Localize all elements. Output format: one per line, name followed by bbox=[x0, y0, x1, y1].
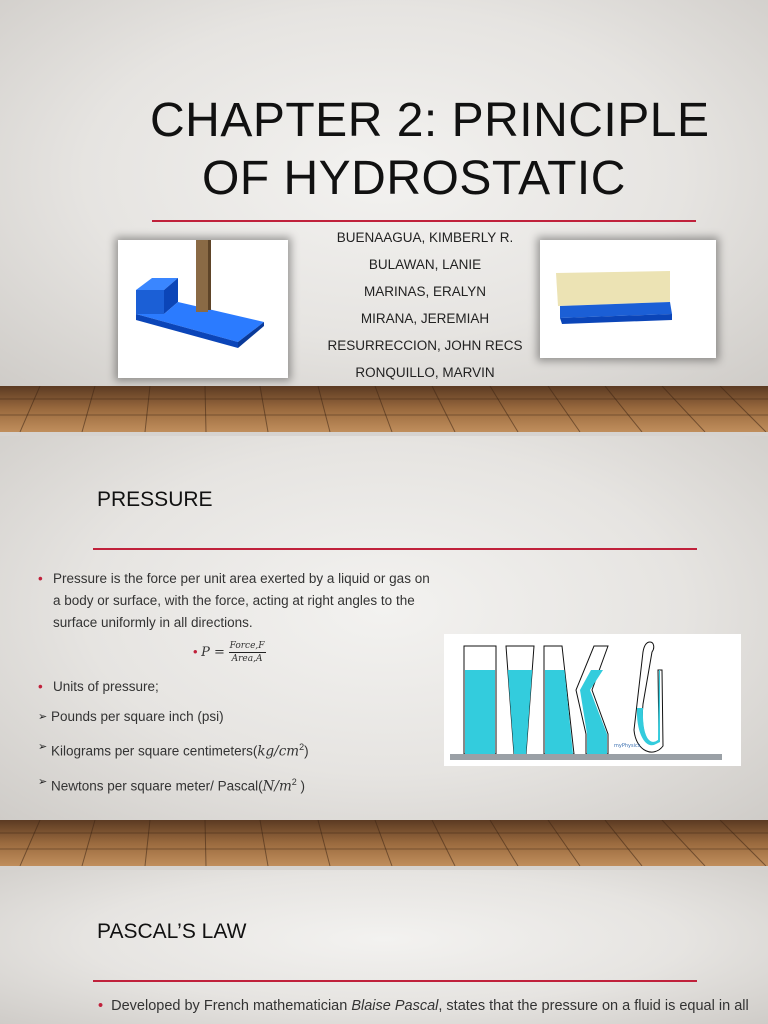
block-figure-right bbox=[540, 240, 716, 358]
block-with-post-illustration bbox=[118, 240, 288, 378]
title-divider bbox=[152, 220, 696, 222]
figure-watermark: myPhysics bbox=[614, 743, 641, 749]
author-name: BUENAAGUA, KIMBERLY R. bbox=[336, 230, 514, 245]
definition-bullet: • Pressure is the force per unit area exerted by a liquid or gas on a body or surface, with the force, acting at right angles to the surface uniformly in all directions. bbox=[38, 568, 438, 634]
units-bullet: • Units of pressure; bbox=[38, 676, 438, 698]
wood-floor-texture bbox=[0, 820, 768, 866]
unit-item: ➢ Newtons per square meter/ $Pascal(N/m^2$ ) bbox=[38, 771, 438, 798]
stacked-blocks-illustration bbox=[540, 240, 716, 358]
pressure-divider bbox=[93, 548, 697, 550]
unit-item: ➢ Kilograms per square $centimeters(kg/cm^2)$ bbox=[38, 736, 438, 763]
pressure-heading: PRESSURE bbox=[97, 488, 213, 511]
vessels-figure bbox=[444, 634, 741, 766]
communicating-vessels-illustration bbox=[444, 634, 741, 766]
slide-title: CHAPTER 2: PRINCIPLE OF HYDROSTATIC bbox=[150, 94, 710, 205]
formula: • P = $\frac{\text{Force,F}}{\text{Area,A}}$ bbox=[193, 641, 265, 664]
pressure-slide bbox=[0, 436, 768, 820]
title-slide bbox=[0, 0, 768, 386]
author-name: BULAWAN, LANIE bbox=[368, 257, 482, 272]
pascals-law-slide bbox=[0, 870, 768, 1024]
author-name: RONQUILLO, MARVIN bbox=[355, 365, 495, 380]
block-figure-left bbox=[118, 240, 288, 378]
author-name: MIRANA, JEREMIAH bbox=[360, 311, 490, 326]
wood-floor-strip bbox=[0, 386, 768, 432]
pascals-law-intro: • Developed by French mathematician Blaise Pascal, states that the pressure on a fluid is equal in all bbox=[98, 998, 749, 1014]
unit-item: ➢ Pounds per square inch (psi) bbox=[38, 706, 438, 728]
pascals-law-divider bbox=[93, 980, 697, 982]
author-name: RESURRECCION, JOHN RECS bbox=[327, 338, 523, 353]
formula-fraction: $\frac{\text{Force,F}}{\text{Area,A}}$ bbox=[229, 641, 265, 664]
author-name: MARINAS, ERALYN bbox=[363, 284, 487, 299]
pressure-body bbox=[38, 568, 438, 797]
wood-floor-strip bbox=[0, 820, 768, 866]
wood-floor-texture bbox=[0, 386, 768, 432]
author-list bbox=[300, 228, 550, 386]
pascals-law-heading: PASCAL’S LAW bbox=[97, 920, 247, 943]
